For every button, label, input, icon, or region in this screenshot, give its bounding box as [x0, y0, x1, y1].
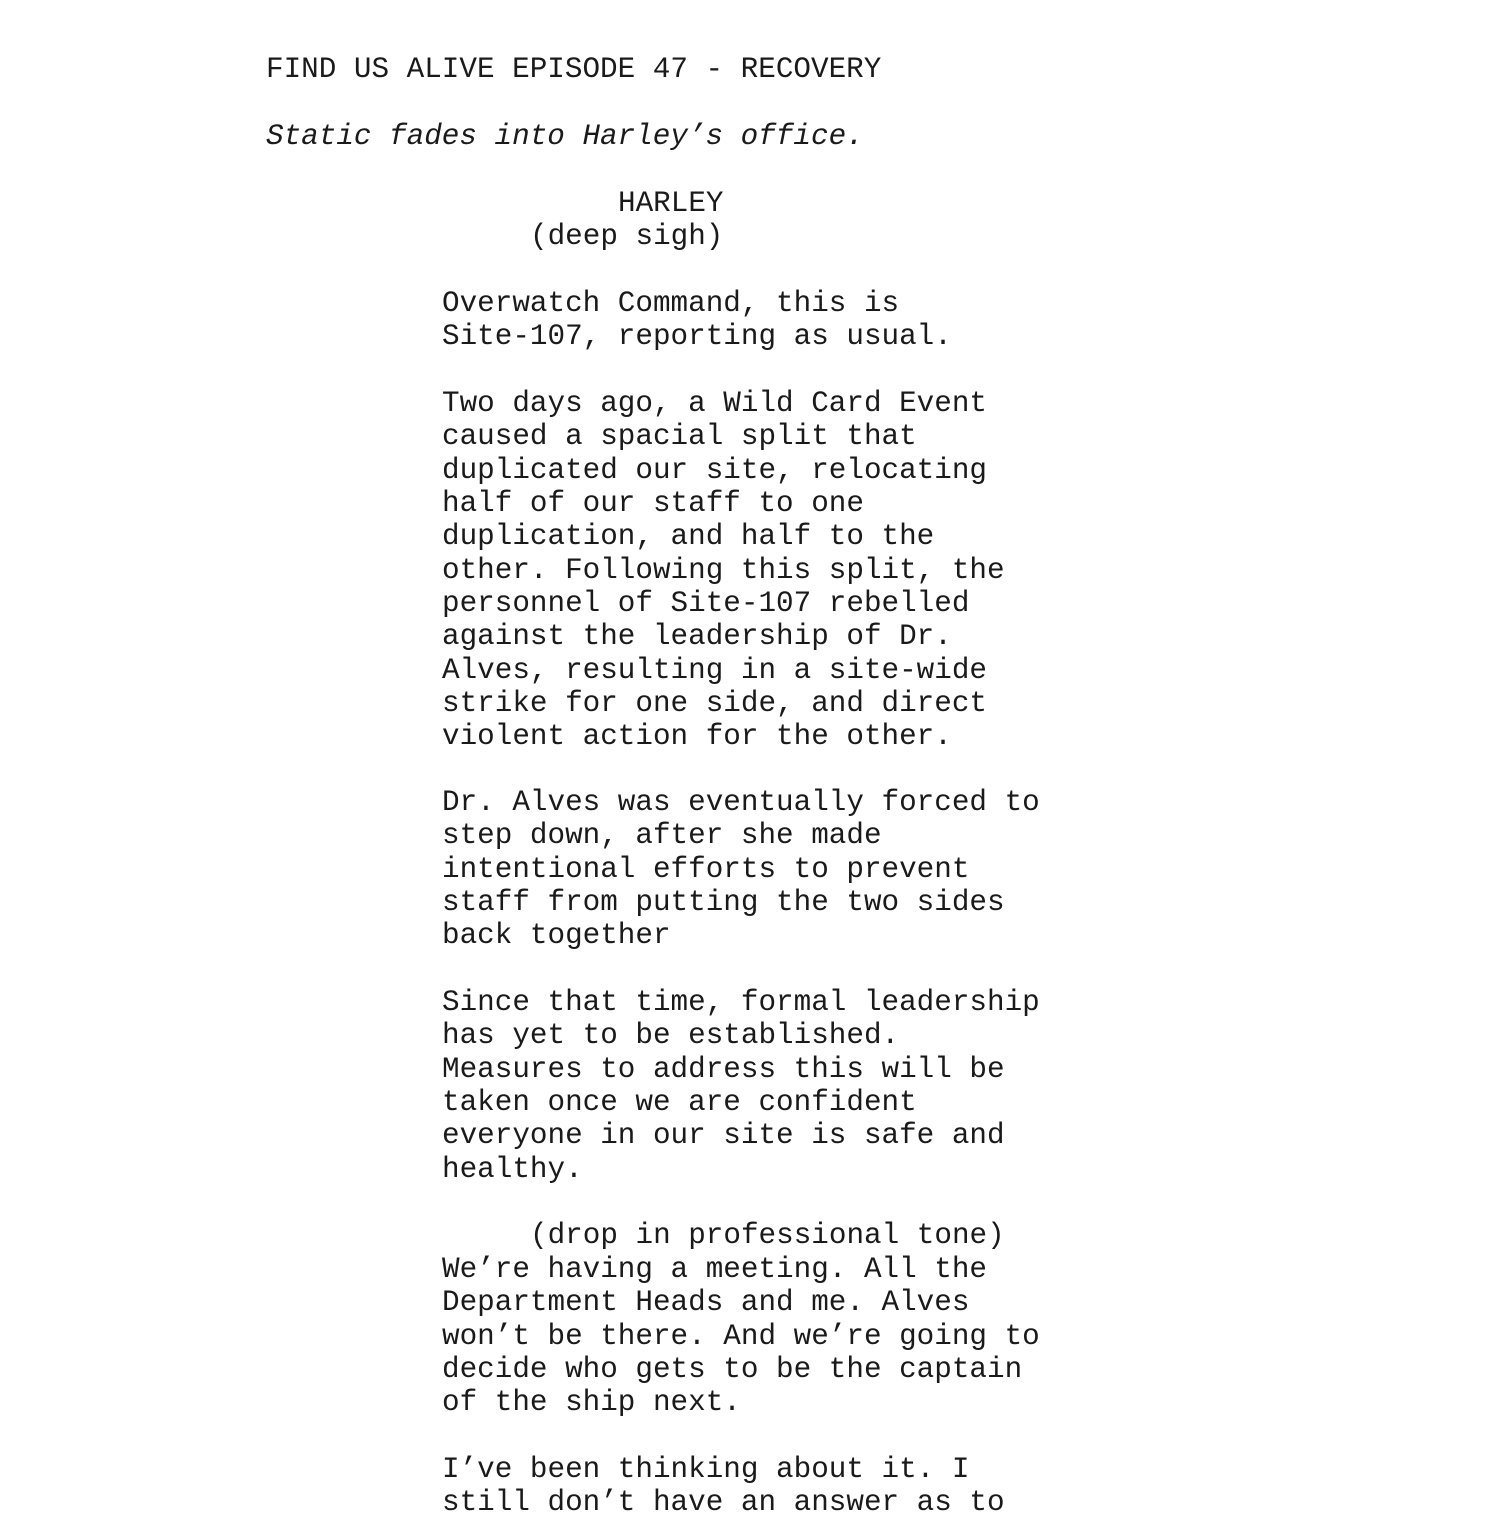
- character-name: HARLEY: [618, 187, 724, 220]
- dialogue-line: still don’t have an answer as to: [442, 1486, 1005, 1520]
- parenthetical: (drop in professional tone): [530, 1219, 1005, 1252]
- dialogue-line: against the leadership of Dr.: [442, 620, 952, 654]
- dialogue-line: Measures to address this will be: [442, 1052, 1005, 1086]
- parenthetical: (deep sigh): [530, 220, 724, 253]
- dialogue-line: duplication, and half to the: [442, 520, 935, 554]
- dialogue-line: everyone in our site is safe and: [442, 1119, 1005, 1153]
- dialogue-line: back together: [442, 919, 671, 953]
- dialogue-line: Department Heads and me. Alves: [442, 1286, 970, 1320]
- dialogue-line: personnel of Site-107 rebelled: [442, 587, 970, 621]
- dialogue-line: Overwatch Command, this is: [442, 287, 900, 320]
- dialogue-paragraph: [442, 387, 1005, 754]
- dialogue-paragraph: [442, 287, 952, 354]
- dialogue-paragraph: [442, 986, 1040, 1186]
- dialogue-line: Dr. Alves was eventually forced to: [442, 786, 1040, 819]
- dialogue-line: strike for one side, and direct: [442, 687, 988, 721]
- dialogue-line: step down, after she made: [442, 819, 882, 853]
- dialogue-line: taken once we are confident: [442, 1086, 917, 1120]
- dialogue-line: has yet to be established.: [442, 1019, 900, 1053]
- dialogue-line: won’t be there. And we’re going to: [442, 1319, 1040, 1353]
- dialogue-line: Two days ago, a Wild Card Event: [442, 387, 988, 420]
- dialogue-line: other. Following this split, the: [442, 553, 1005, 587]
- dialogue-line: half of our staff to one: [442, 487, 864, 521]
- dialogue-line: Alves, resulting in a site-wide: [442, 653, 988, 687]
- dialogue-line: staff from putting the two sides: [442, 886, 1005, 920]
- dialogue-paragraph: [442, 1253, 1040, 1420]
- dialogue-paragraph: [442, 786, 1040, 953]
- dialogue-line: decide who gets to be the captain: [442, 1353, 1023, 1387]
- scene-action: Static fades into Harley’s office.: [266, 120, 864, 153]
- dialogue-line: healthy.: [442, 1152, 583, 1186]
- dialogue-line: of the ship next.: [442, 1386, 741, 1420]
- dialogue-line: violent action for the other.: [442, 720, 952, 754]
- dialogue-line: I’ve been thinking about it. I: [442, 1453, 970, 1486]
- dialogue-line: intentional efforts to prevent: [442, 852, 970, 886]
- dialogue-line: duplicated our site, relocating: [442, 453, 988, 487]
- dialogue-line: Site-107, reporting as usual.: [442, 320, 952, 354]
- dialogue-line: Since that time, formal leadership: [442, 986, 1040, 1019]
- dialogue-line: We’re having a meeting. All the: [442, 1253, 988, 1286]
- script-title: FIND US ALIVE EPISODE 47 - RECOVERY: [266, 53, 882, 86]
- dialogue-paragraph: [442, 1453, 1005, 1520]
- dialogue-line: caused a spacial split that: [442, 420, 917, 454]
